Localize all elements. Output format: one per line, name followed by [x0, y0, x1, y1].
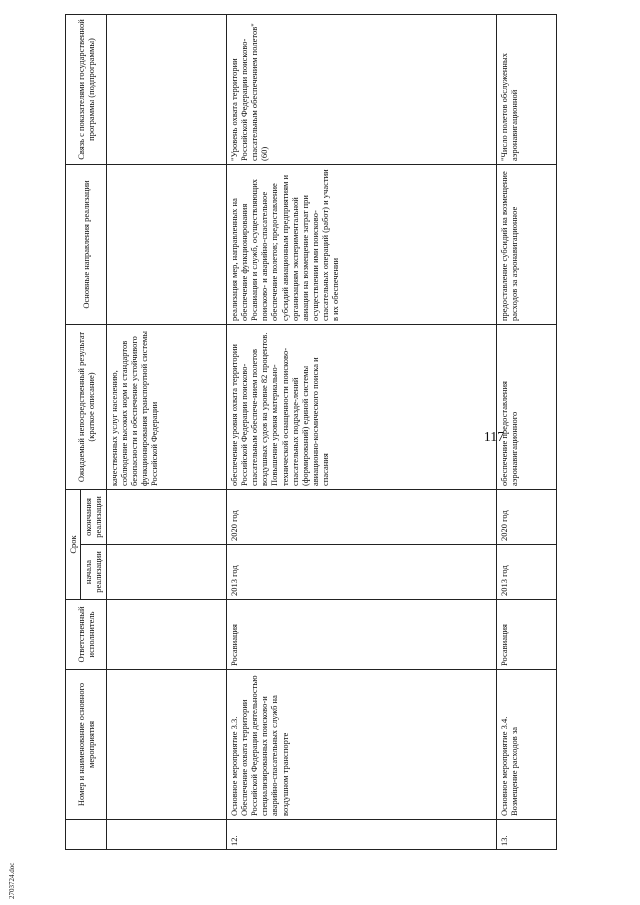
row-link: "Число полетов обслуженных аэронавигационной	[496, 15, 556, 165]
row-number: 13.	[496, 820, 556, 850]
row-result: качественных услуг населению, соблюдение высоких норм и стандартов безопасности и обеспечение устойчивого функционирования транспортной системы Российской Федерации	[106, 325, 226, 490]
header-term-end: окончания реализации	[81, 490, 106, 545]
header-term-start: начала реализации	[81, 545, 106, 600]
row-name: Основное мероприятие 3.4. Возмещение расходов за	[496, 670, 556, 820]
row-result: обеспечение уровня охвата территории Российской Федерации поисково-спасательным обеспече-нием полетов воздушных судов на уровне 82 процентов. Повышение уровня материально-технической оснащенности поисково-спасательных подразде-лений (формирований) единой системы авиационно-космического поиска и спасания	[226, 325, 496, 490]
table-row	[496, 15, 556, 850]
row-number: 12.	[226, 820, 496, 850]
row-end	[106, 490, 226, 545]
row-end: 2020 год	[496, 490, 556, 545]
row-executor: Росавиация	[226, 600, 496, 670]
header-number	[66, 820, 107, 850]
row-start	[106, 545, 226, 600]
file-name: 2703724.doc	[8, 862, 16, 899]
row-name	[106, 670, 226, 820]
header-link: Связь с показателями государственной программы (подпрограммы)	[66, 15, 107, 165]
row-name: Основное мероприятие 3.3. Обеспечение охвата территории Российской Федерации деятельностью специализированных поисково-и аварийно-спасательных служб на воздушном транспорте	[226, 670, 496, 820]
row-executor: Росавиация	[496, 600, 556, 670]
row-directions: предоставление субсидий на возмещение расходов за аэронавигационное	[496, 165, 556, 325]
row-number	[106, 820, 226, 850]
header-result: Ожидаемый непосредственный результат (краткое описание)	[66, 325, 107, 490]
header-executor: Ответственный исполнитель	[66, 600, 107, 670]
measures-table	[65, 14, 557, 850]
row-directions: реализация мер, направленных на обеспечение функционирования Росавиации и служб, осуществляющих поисково- и аварийно-спасательное обеспечение полетов; предоставление субсидий авиационным предприятиям и организациям экспериментальной авиации на возмещение затрат при осуществлении ими поисково-спасательных операций (работ) и участии в их обеспечении	[226, 165, 496, 325]
row-directions	[106, 165, 226, 325]
row-link: "Уровень охвата территории Российской Федерации поисково-спасательным обеспечением полетов" (60)	[226, 15, 496, 165]
header-term: Срок	[66, 490, 81, 600]
header-directions: Основные направления реализации	[66, 165, 107, 325]
row-start: 2013 год	[496, 545, 556, 600]
row-end: 2020 год	[226, 490, 496, 545]
row-result: обеспечение предоставления аэронавигационного	[496, 325, 556, 490]
row-executor	[106, 600, 226, 670]
row-link	[106, 15, 226, 165]
header-name: Номер и наименование основного мероприятия	[66, 670, 107, 820]
row-start: 2013 год	[226, 545, 496, 600]
table-row	[106, 15, 226, 850]
header-row	[66, 15, 81, 850]
page-number: 117	[483, 430, 505, 445]
table-row	[226, 15, 496, 850]
